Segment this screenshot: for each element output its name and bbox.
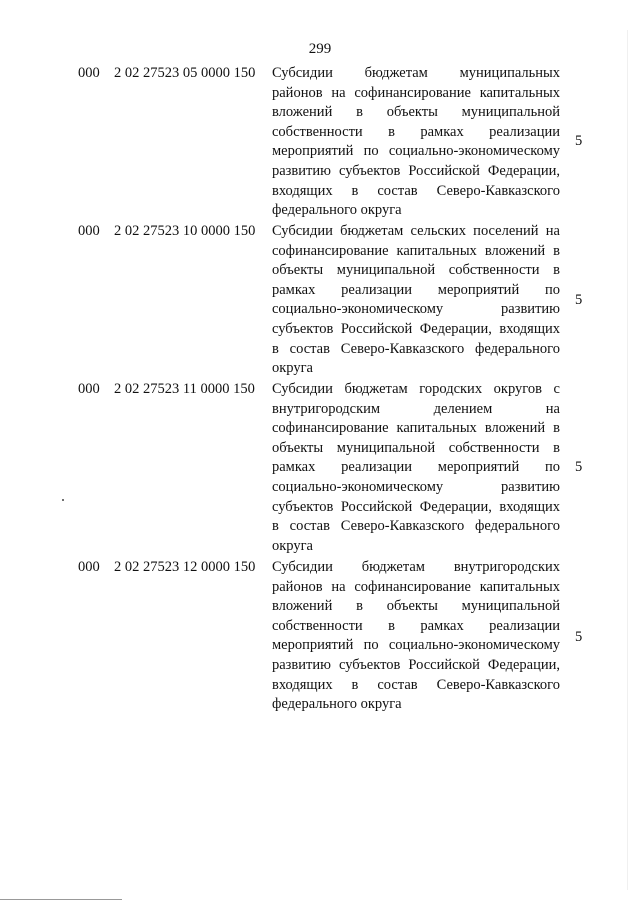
description-line: округа — [272, 537, 313, 554]
description-line: районов на софинансирование капитальных — [272, 578, 560, 595]
page-edge-line — [627, 30, 628, 890]
scan-speck — [62, 499, 64, 501]
description-line: федерального округа — [272, 202, 402, 219]
description-line: софинансирование капитальных вложений в — [272, 420, 560, 437]
page-number: 299 — [308, 41, 332, 57]
description-line: внутригородским делением на — [272, 400, 560, 417]
description-line: округа — [272, 360, 313, 377]
description-line: рамках реализации мероприятий по — [272, 281, 560, 298]
description-line: вложений в объекты муниципальной — [272, 598, 560, 615]
description-line: софинансирование капитальных вложений в — [272, 242, 560, 259]
amount-value: 5 — [575, 292, 583, 308]
budget-classification-code: 2 02 27523 12 0000 150 — [114, 559, 256, 575]
budget-classification-code: 2 02 27523 10 0000 150 — [114, 223, 256, 239]
description-line: Субсидии бюджетам муниципальных — [272, 65, 560, 81]
description-line: развитию субъектов Российской Федерации, — [272, 656, 560, 673]
row-description — [272, 222, 560, 379]
admin-code: 000 — [78, 559, 100, 575]
description-line: районов на софинансирование капитальных — [272, 84, 560, 101]
description-line: собственности в рамках реализации — [272, 617, 560, 634]
description-line: собственности в рамках реализации — [272, 123, 560, 140]
description-line: объекты муниципальной собственности в — [272, 439, 560, 456]
footnote-separator — [0, 899, 122, 900]
description-line: субъектов Российской Федерации, входящих — [272, 320, 560, 337]
amount-value: 5 — [575, 459, 583, 475]
description-line: в состав Северо-Кавказского федерального — [272, 518, 560, 535]
row-description — [272, 380, 560, 556]
description-line: вложений в объекты муниципальной — [272, 104, 560, 121]
description-line: федерального округа — [272, 696, 402, 713]
description-line: входящих в состав Северо-Кавказского — [272, 182, 560, 199]
description-line: рамках реализации мероприятий по — [272, 459, 560, 476]
row-description — [272, 64, 560, 221]
description-line: объекты муниципальной собственности в — [272, 262, 560, 279]
description-line: в состав Северо-Кавказского федерального — [272, 340, 560, 357]
description-line: субъектов Российской Федерации, входящих — [272, 498, 560, 515]
description-line: развитию субъектов Российской Федерации, — [272, 162, 560, 179]
amount-value: 5 — [575, 629, 583, 645]
description-line: социально-экономическому развитию — [272, 478, 560, 495]
row-description — [272, 558, 560, 715]
admin-code: 000 — [78, 223, 100, 239]
description-line: мероприятий по социально-экономическому — [272, 143, 560, 160]
budget-classification-code: 2 02 27523 05 0000 150 — [114, 65, 256, 81]
budget-classification-code: 2 02 27523 11 0000 150 — [114, 381, 255, 397]
description-line: Субсидии бюджетам городских округов с — [272, 381, 560, 397]
admin-code: 000 — [78, 65, 100, 81]
description-line: Субсидии бюджетам внутригородских — [272, 559, 560, 575]
amount-value: 5 — [575, 133, 583, 149]
description-line: социально-экономическому развитию — [272, 301, 560, 318]
description-line: мероприятий по социально-экономическому — [272, 637, 560, 654]
admin-code: 000 — [78, 381, 100, 397]
description-line: входящих в состав Северо-Кавказского — [272, 676, 560, 693]
description-line: Субсидии бюджетам сельских поселений на — [272, 223, 560, 239]
